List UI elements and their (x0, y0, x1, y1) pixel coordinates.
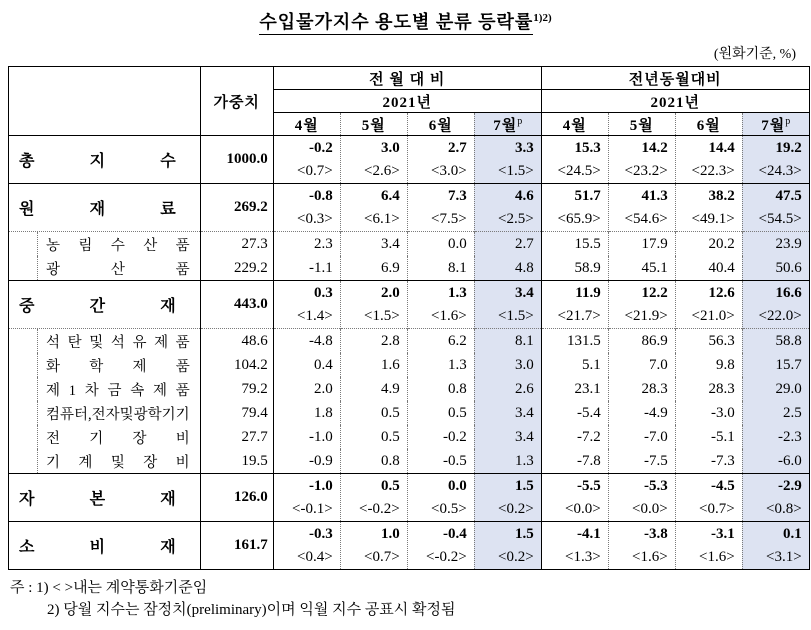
mom-may-cell: 6.9 (340, 256, 407, 281)
mom-jul-cell: 3.4 (474, 401, 541, 425)
table-row (9, 449, 810, 474)
yoy-jul-cell: -2.3 (742, 425, 809, 449)
mom-apr-cell: 2.0 (273, 377, 340, 401)
mom-apr-cell: -0.2 <0.7> (273, 136, 340, 184)
weight-cell: 79.4 (200, 401, 273, 425)
table-row (9, 377, 810, 401)
yoy-group-header: 전년동월대비 (541, 67, 809, 90)
weight-cell: 48.6 (200, 329, 273, 354)
table-row (9, 425, 810, 449)
yoy-may-cell: 41.3 <54.6> (608, 184, 675, 232)
yoy-jun-cell: 28.3 (675, 377, 742, 401)
yoy-apr-cell: 11.9 <21.7> (541, 281, 608, 329)
preliminary-marker: p (785, 115, 791, 127)
weight-cell: 19.5 (200, 449, 273, 474)
weight-cell: 229.2 (200, 256, 273, 281)
header-row-group (9, 67, 810, 90)
mom-jun-cell: 1.3 (407, 353, 474, 377)
yoy-year-header: 2021년 (541, 90, 809, 113)
yoy-apr-cell: -5.4 (541, 401, 608, 425)
mom-may-cell: 3.0 <2.6> (340, 136, 407, 184)
yoy-jun-cell: 38.2 <49.1> (675, 184, 742, 232)
mom-jun-cell: 7.3 <7.5> (407, 184, 474, 232)
mom-may-cell: 4.9 (340, 377, 407, 401)
table-row (9, 474, 810, 522)
yoy-jun-header: 6월 (675, 113, 742, 136)
yoy-apr-cell: 23.1 (541, 377, 608, 401)
mom-may-cell: 0.5 (340, 425, 407, 449)
yoy-jul-cell: 19.2 <24.3> (742, 136, 809, 184)
table-row (9, 329, 810, 354)
yoy-apr-cell: -7.2 (541, 425, 608, 449)
row-label: 광 산 품 (9, 256, 201, 281)
mom-jul-cell: 1.3 (474, 449, 541, 474)
row-label: 소 비 재 (9, 522, 201, 570)
mom-jun-cell: 0.8 (407, 377, 474, 401)
mom-apr-cell: 0.3 <1.4> (273, 281, 340, 329)
mom-jul-cell: 3.3 <1.5> (474, 136, 541, 184)
mom-jul-cell: 3.4 (474, 425, 541, 449)
mom-jun-cell: 8.1 (407, 256, 474, 281)
yoy-jul-header (742, 113, 809, 136)
mom-may-cell: 6.4 <6.1> (340, 184, 407, 232)
yoy-may-cell: -3.8 <1.6> (608, 522, 675, 570)
mom-jul-label: 7월 (493, 117, 518, 134)
import-price-index-table (8, 66, 810, 570)
mom-jun-cell: -0.5 (407, 449, 474, 474)
table-body (9, 136, 810, 570)
yoy-jul-cell: 23.9 (742, 232, 809, 257)
mom-jun-cell: 2.7 <3.0> (407, 136, 474, 184)
row-label: 제 1 차 금 속 제 품 (9, 377, 201, 401)
yoy-jun-cell: -3.1 <1.6> (675, 522, 742, 570)
yoy-jul-cell: -6.0 (742, 449, 809, 474)
mom-jul-cell: 3.0 (474, 353, 541, 377)
page-title-text: 수입물가지수 용도별 분류 등락률 (259, 12, 533, 35)
row-label: 화 학 제 품 (9, 353, 201, 377)
mom-apr-cell: 1.8 (273, 401, 340, 425)
mom-may-cell: 2.8 (340, 329, 407, 354)
yoy-jun-cell: 20.2 (675, 232, 742, 257)
yoy-jun-cell: 56.3 (675, 329, 742, 354)
yoy-jun-cell: 12.6 <21.0> (675, 281, 742, 329)
mom-jul-cell: 1.5 <0.2> (474, 474, 541, 522)
weight-cell: 27.3 (200, 232, 273, 257)
yoy-apr-cell: -5.5 <0.0> (541, 474, 608, 522)
yoy-apr-cell: 58.9 (541, 256, 608, 281)
mom-apr-cell: 2.3 (273, 232, 340, 257)
mom-apr-cell: -1.1 (273, 256, 340, 281)
table-row (9, 401, 810, 425)
mom-may-cell: 0.5 (340, 401, 407, 425)
table-row (9, 522, 810, 570)
mom-jul-cell: 1.5 <0.2> (474, 522, 541, 570)
yoy-jul-cell: 15.7 (742, 353, 809, 377)
yoy-apr-cell: 131.5 (541, 329, 608, 354)
mom-apr-cell: -0.8 <0.3> (273, 184, 340, 232)
footnote-1: 주 : 1) < >내는 계약통화기준임 (10, 580, 208, 596)
yoy-may-header: 5월 (608, 113, 675, 136)
table-row (9, 256, 810, 281)
table-row (9, 281, 810, 329)
mom-jun-cell: -0.2 (407, 425, 474, 449)
yoy-jul-cell: -2.9 <0.8> (742, 474, 809, 522)
yoy-apr-cell: 15.3 <24.5> (541, 136, 608, 184)
mom-apr-cell: -1.0 (273, 425, 340, 449)
corner-cell (9, 67, 201, 136)
table-row (9, 232, 810, 257)
table-row (9, 136, 810, 184)
mom-jul-cell: 3.4 <1.5> (474, 281, 541, 329)
mom-may-cell: 3.4 (340, 232, 407, 257)
yoy-jul-cell: 0.1 <3.1> (742, 522, 809, 570)
yoy-jul-cell: 16.6 <22.0> (742, 281, 809, 329)
yoy-jun-cell: -4.5 <0.7> (675, 474, 742, 522)
row-label: 총 지 수 (9, 136, 201, 184)
mom-jul-cell: 8.1 (474, 329, 541, 354)
weight-header: 가중치 (200, 67, 273, 136)
mom-apr-cell: -0.3 <0.4> (273, 522, 340, 570)
mom-may-cell: 0.5 <-0.2> (340, 474, 407, 522)
mom-apr-cell: 0.4 (273, 353, 340, 377)
yoy-may-cell: 28.3 (608, 377, 675, 401)
unit-note: (원화기준, %) (713, 47, 796, 62)
yoy-jun-cell: -3.0 (675, 401, 742, 425)
mom-group-header: 전 월 대 비 (273, 67, 541, 90)
yoy-may-cell: 86.9 (608, 329, 675, 354)
mom-jul-cell: 2.7 (474, 232, 541, 257)
weight-cell: 126.0 (200, 474, 273, 522)
mom-jun-cell: 0.0 <0.5> (407, 474, 474, 522)
yoy-may-cell: -4.9 (608, 401, 675, 425)
row-label: 자 본 재 (9, 474, 201, 522)
yoy-jun-cell: 14.4 <22.3> (675, 136, 742, 184)
yoy-apr-cell: 5.1 (541, 353, 608, 377)
yoy-jul-label: 7월 (761, 117, 786, 134)
title-footnote-marker: 1)2) (533, 12, 552, 24)
yoy-may-cell: 45.1 (608, 256, 675, 281)
page-title (0, 8, 811, 34)
mom-jul-cell: 4.6 <2.5> (474, 184, 541, 232)
yoy-may-cell: -7.0 (608, 425, 675, 449)
yoy-jul-cell: 58.8 (742, 329, 809, 354)
mom-jun-cell: 0.0 (407, 232, 474, 257)
yoy-apr-cell: 15.5 (541, 232, 608, 257)
yoy-jul-cell: 2.5 (742, 401, 809, 425)
mom-jul-cell: 2.6 (474, 377, 541, 401)
row-label: 기 계 및 장 비 (9, 449, 201, 474)
footnotes (10, 577, 811, 621)
yoy-apr-cell: -7.8 (541, 449, 608, 474)
row-label: 컴퓨터,전자및광학기기 (9, 401, 201, 425)
row-label: 전 기 장 비 (9, 425, 201, 449)
yoy-jul-cell: 50.6 (742, 256, 809, 281)
yoy-may-cell: 7.0 (608, 353, 675, 377)
yoy-may-cell: 12.2 <21.9> (608, 281, 675, 329)
mom-jun-header: 6월 (407, 113, 474, 136)
yoy-jul-cell: 29.0 (742, 377, 809, 401)
yoy-apr-cell: -4.1 <1.3> (541, 522, 608, 570)
weight-cell: 269.2 (200, 184, 273, 232)
yoy-jul-cell: 47.5 <54.5> (742, 184, 809, 232)
weight-cell: 1000.0 (200, 136, 273, 184)
preliminary-marker: p (517, 115, 523, 127)
mom-apr-header: 4월 (273, 113, 340, 136)
yoy-apr-header: 4월 (541, 113, 608, 136)
row-label: 원 재 료 (9, 184, 201, 232)
row-label: 중 간 재 (9, 281, 201, 329)
mom-year-header: 2021년 (273, 90, 541, 113)
yoy-jun-cell: 9.8 (675, 353, 742, 377)
mom-apr-cell: -1.0 <-0.1> (273, 474, 340, 522)
table-row (9, 353, 810, 377)
mom-may-header: 5월 (340, 113, 407, 136)
row-label: 농 림 수 산 품 (9, 232, 201, 257)
mom-jun-cell: -0.4 <-0.2> (407, 522, 474, 570)
mom-may-cell: 2.0 <1.5> (340, 281, 407, 329)
weight-cell: 27.7 (200, 425, 273, 449)
mom-jul-cell: 4.8 (474, 256, 541, 281)
mom-may-cell: 1.6 (340, 353, 407, 377)
weight-cell: 104.2 (200, 353, 273, 377)
yoy-jun-cell: 40.4 (675, 256, 742, 281)
row-label: 석 탄 및 석 유 제 품 (9, 329, 201, 354)
footnote-2: 2) 당월 지수는 잠정치(preliminary)이며 익월 지수 공표시 확정됨 (47, 602, 456, 618)
yoy-jun-cell: -5.1 (675, 425, 742, 449)
table-row (9, 184, 810, 232)
mom-jun-cell: 6.2 (407, 329, 474, 354)
yoy-may-cell: -5.3 <0.0> (608, 474, 675, 522)
weight-cell: 79.2 (200, 377, 273, 401)
yoy-may-cell: 14.2 <23.2> (608, 136, 675, 184)
yoy-may-cell: 17.9 (608, 232, 675, 257)
mom-apr-cell: -0.9 (273, 449, 340, 474)
mom-jul-header (474, 113, 541, 136)
mom-may-cell: 1.0 <0.7> (340, 522, 407, 570)
yoy-jun-cell: -7.3 (675, 449, 742, 474)
weight-cell: 161.7 (200, 522, 273, 570)
mom-may-cell: 0.8 (340, 449, 407, 474)
table-header (9, 67, 810, 136)
mom-jun-cell: 0.5 (407, 401, 474, 425)
mom-jun-cell: 1.3 <1.6> (407, 281, 474, 329)
weight-cell: 443.0 (200, 281, 273, 329)
mom-apr-cell: -4.8 (273, 329, 340, 354)
yoy-apr-cell: 51.7 <65.9> (541, 184, 608, 232)
yoy-may-cell: -7.5 (608, 449, 675, 474)
